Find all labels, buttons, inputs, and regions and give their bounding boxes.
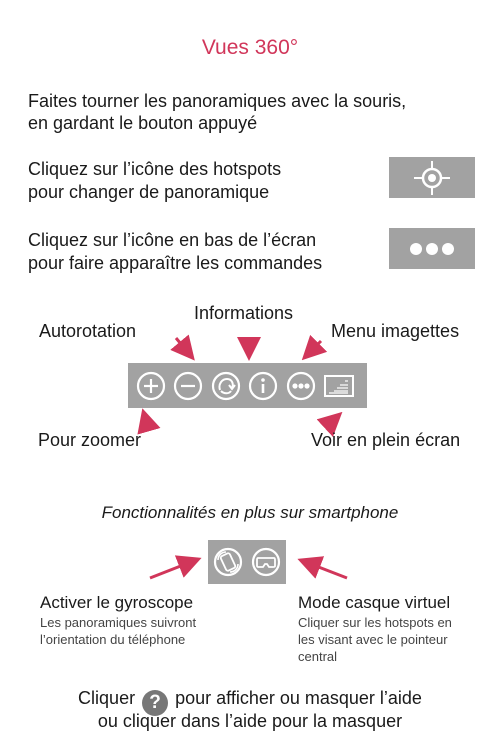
label-pour-zoomer: Pour zoomer [38, 430, 142, 450]
arrow-zoom [144, 414, 148, 428]
help-icon[interactable]: ? [142, 690, 168, 716]
vr-desc-2: les visant avec le pointeur [298, 632, 448, 647]
hotspots-line-2: pour changer de panoramique [28, 182, 270, 202]
vr-desc-1: Cliquer sur les hotspots en [298, 615, 452, 630]
gyro-desc-1: Les panoramiques suivront [40, 615, 197, 630]
zoom-out-icon[interactable] [173, 371, 203, 401]
fullscreen-icon[interactable] [323, 371, 355, 401]
zoom-in-icon[interactable] [136, 371, 166, 401]
info-icon[interactable] [248, 371, 278, 401]
autorotate-icon[interactable] [211, 371, 241, 401]
arrow-autorotation [176, 338, 191, 356]
smartphone-subtitle: Fonctionnalités en plus sur smartphone [101, 503, 399, 522]
arrow-menu-imagettes [306, 341, 321, 356]
help-text-b: pour afficher ou masquer l’aide [175, 688, 422, 708]
page-title: Vues 360° [201, 36, 299, 59]
label-menu-imagettes: Menu imagettes [331, 321, 460, 341]
thumbnails-menu-icon[interactable] [286, 371, 316, 401]
help-line-2: ou cliquer dans l’aide pour la masquer [97, 711, 403, 731]
gyro-title: Activer le gyroscope [40, 593, 194, 612]
vr-desc-3: central [298, 649, 338, 664]
gyro-desc-2: l’orientation du téléphone [40, 632, 186, 647]
arrow-gyroscope [150, 560, 196, 578]
commands-line-2: pour faire apparaître les commandes [28, 253, 323, 273]
intro-line-2: en gardant le bouton appuyé [28, 113, 258, 133]
smartphone-toolbar [208, 540, 286, 584]
control-toolbar [128, 363, 367, 408]
label-autorotation: Autorotation [39, 321, 137, 341]
hotspots-line-1: Cliquez sur l’icône des hotspots [28, 159, 282, 179]
label-plein-ecran: Voir en plein écran [311, 430, 461, 450]
label-informations: Informations [194, 303, 294, 323]
commands-line-1: Cliquez sur l’icône en bas de l’écran [28, 230, 317, 250]
help-text-a: Cliquer [78, 688, 136, 708]
intro-line-1: Faites tourner les panoramiques avec la souris, [28, 91, 407, 111]
arrow-vr [303, 561, 347, 578]
vr-headset-icon[interactable] [251, 547, 281, 577]
gyroscope-icon[interactable] [213, 547, 243, 577]
vr-title: Mode casque virtuel [298, 593, 451, 612]
arrow-fullscreen [325, 416, 338, 428]
